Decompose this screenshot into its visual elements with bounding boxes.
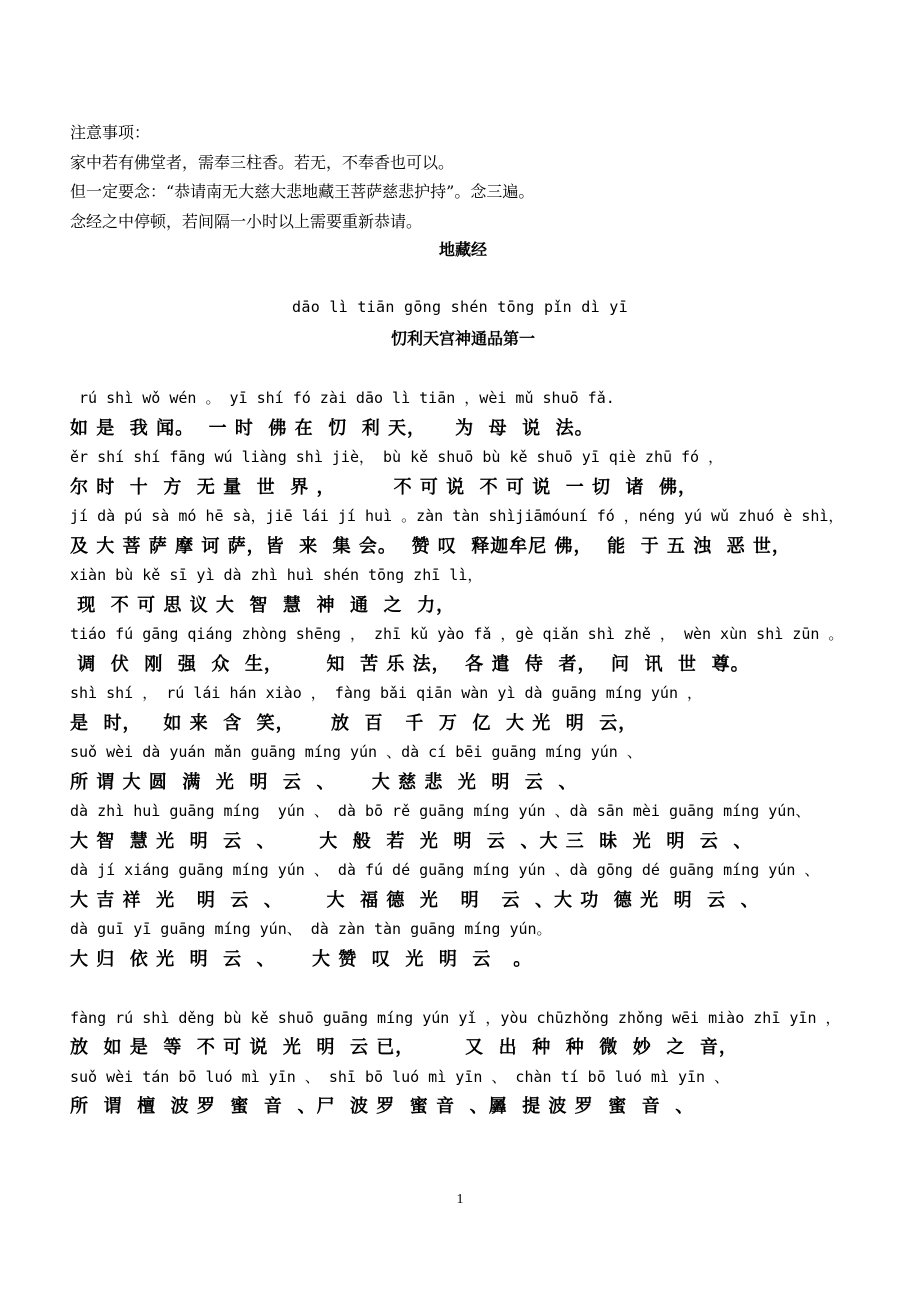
page-number: 1	[456, 1192, 464, 1207]
chinese-line: 调 伏 刚 强 众 生， 知 苦 乐 法， 各 遣 侍 者， 问 讯 世 尊。	[70, 653, 750, 675]
notes-line: 家中若有佛堂者，需奉三柱香。若无，不奉香也可以。	[70, 152, 455, 172]
pinyin-line: fàng rú shì děng bù kě shuō guāng míng yún yǐ ，yòu chūzhǒng zhǒng wēi miào zhī yīn ，	[70, 1008, 841, 1027]
chinese-line: 尔 时 十 方 无 量 世 界 ， 不 可 说 不 可 说 一 切 诸 佛，	[70, 476, 698, 498]
chinese-line: 大 智 慧 光 明 云 、 大 般 若 光 明 云 、大 三 昧 光 明 云 、	[70, 830, 753, 852]
chinese-line: 是 时， 如 来 含 笑， 放 百 千 万 亿 大 光 明 云，	[70, 712, 638, 734]
chinese-line: 现 不 可 思 议 大 智 慧 神 通 之 力，	[70, 594, 456, 616]
pinyin-line: suǒ wèi dà yuán mǎn guāng míng yún 、dà cí bēi guāng míng yún 、	[70, 743, 642, 761]
chinese-line: 如 是 我 闻。 一 时 佛 在 忉 利 天， 为 母 说 法。	[70, 417, 594, 439]
chinese-line: 及 大 菩 萨 摩 诃 萨，皆 来 集 会。 赞 叹 释迦牟尼 佛， 能 于 五 浊 恶 世，	[70, 535, 791, 557]
notes-line: 念经之中停顿，若间隔一小时以上需要重新恭请。	[70, 211, 423, 231]
notes-section	[70, 118, 534, 236]
pinyin-line: shì shí ， rú lái hán xiào ， fàng bǎi qiān wàn yì dà guāng míng yún ，	[70, 684, 702, 702]
chinese-line: 大 吉 祥 光 明 云 、 大 福 德 光 明 云 、大 功 德 光 明 云 、	[70, 889, 760, 911]
chinese-line: 所 谓 大 圆 满 光 明 云 、 大 慈 悲 光 明 云 、	[70, 771, 578, 793]
pinyin-line: dà jí xiáng guāng míng yún 、 dà fú dé guāng míng yún 、dà gōng dé guāng míng yún 、	[70, 861, 820, 879]
pinyin-line: dà guī yī guāng míng yún、 dà zàn tàn guāng míng yún。	[70, 920, 552, 938]
document-title: 地藏经	[438, 240, 487, 259]
notes-line: 但一定要念：“恭请南无大慈大悲地藏王菩萨慈悲护持”。念三遍。	[70, 182, 535, 201]
chinese-line: 放 如 是 等 不 可 说 光 明 云 已， 又 出 种 种 微 妙 之 音，	[70, 1037, 738, 1058]
chinese-line: 大 归 依 光 明 云 、 大 赞 叹 光 明 云 。	[70, 948, 533, 970]
pinyin-line: jí dà pú sà mó hē sà，jiē lái jí huì 。zàn tàn shìjiāmóuní fó ，néng yú wǔ zhuó è shì，	[70, 507, 844, 525]
chapter-title-pinyin: dāo lì tiān gōng shén tōng pǐn dì yī	[292, 298, 628, 316]
pinyin-line: suǒ wèi tán bō luó mì yīn 、 shī bō luó mì yīn 、 chàn tí bō luó mì yīn 、	[70, 1067, 730, 1086]
notes-heading: 注意事项：	[70, 123, 151, 142]
chinese-line: 所 谓 檀 波 罗 蜜 音 、尸 波 罗 蜜 音 、羼 提 波 罗 蜜 音 、	[70, 1096, 695, 1117]
paragraph-gap	[70, 974, 890, 1004]
sutra-text	[70, 384, 890, 1122]
pinyin-line: rú shì wǒ wén 。 yī shí fó zài dāo lì tiān ，wèi mǔ shuō fǎ.	[70, 389, 615, 407]
pinyin-line: ěr shí shí fāng wú liàng shì jiè， bù kě shuō bù kě shuō yī qiè zhū fó ，	[70, 448, 724, 466]
pinyin-line: xiàn bù kě sī yì dà zhì huì shén tōng zhī lì，	[70, 566, 483, 584]
pinyin-line: tiáo fú gāng qiáng zhòng shēng ， zhī kǔ yào fǎ ，gè qiǎn shì zhě ， wèn xùn shì zūn 。	[70, 625, 844, 643]
chapter-title: 忉利天宫神通品第一	[390, 329, 535, 348]
pinyin-line: dà zhì huì guāng míng yún 、 dà bō rě guāng míng yún 、dà sān mèi guāng míng yún、	[70, 802, 811, 820]
